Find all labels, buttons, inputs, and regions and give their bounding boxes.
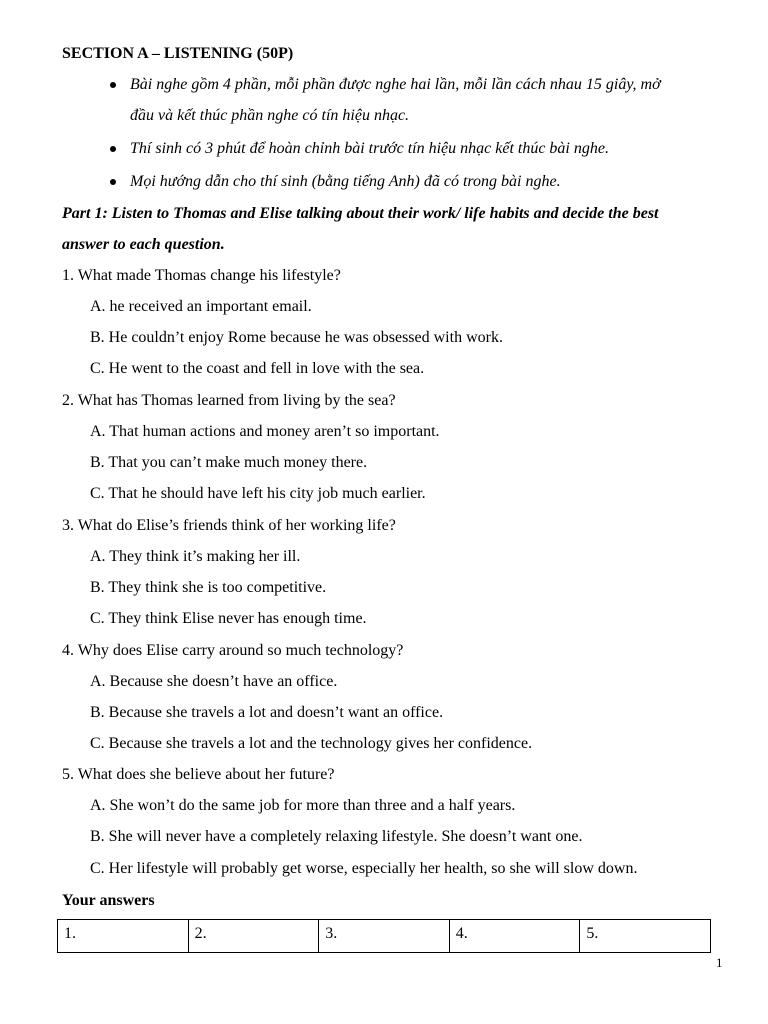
answer-cell-4[interactable]: 4. <box>449 920 580 953</box>
part1-heading-cont: answer to each question. <box>62 236 225 253</box>
question-4-option-b: B. Because she travels a lot and doesn’t want an office. <box>90 704 444 721</box>
question-3: 3. What do Elise’s friends think of her working life? <box>62 517 396 534</box>
question-2-option-a: A. That human actions and money aren’t so important. <box>90 423 440 440</box>
answer-cell-3[interactable]: 3. <box>319 920 450 953</box>
question-2: 2. What has Thomas learned from living by the sea? <box>62 392 396 409</box>
answer-table <box>57 919 711 953</box>
question-2-option-c: C. That he should have left his city job much earlier. <box>90 485 426 502</box>
page-number: 1 <box>716 955 723 970</box>
instruction-2: Thí sinh có 3 phút để hoàn chỉnh bài trước tín hiệu nhạc kết thúc bài nghe. <box>130 140 609 157</box>
question-5-option-a: A. She won’t do the same job for more than three and a half years. <box>90 797 516 814</box>
question-3-option-b: B. They think she is too competitive. <box>90 579 327 596</box>
instruction-1: Bài nghe gồm 4 phần, mỗi phần được nghe hai lần, mỗi lần cách nhau 15 giây, mở <box>130 76 661 93</box>
question-5-option-c: C. Her lifestyle will probably get worse, especially her health, so she will slow down. <box>90 860 638 877</box>
section-title: SECTION A – LISTENING (50P) <box>62 45 294 62</box>
answers-label: Your answers <box>62 892 155 909</box>
question-1: 1. What made Thomas change his lifestyle? <box>62 267 341 284</box>
question-3-option-c: C. They think Elise never has enough time. <box>90 610 367 627</box>
question-1-option-b: B. He couldn’t enjoy Rome because he was obsessed with work. <box>90 329 503 346</box>
bullet-icon <box>110 82 116 88</box>
instruction-3: Mọi hướng dẫn cho thí sinh (bằng tiếng Anh) đã có trong bài nghe. <box>130 173 561 190</box>
bullet-icon <box>110 146 116 152</box>
answer-row <box>58 920 711 953</box>
question-4: 4. Why does Elise carry around so much technology? <box>62 642 404 659</box>
question-1-option-c: C. He went to the coast and fell in love with the sea. <box>90 360 425 377</box>
answer-cell-5[interactable]: 5. <box>580 920 711 953</box>
question-4-option-a: A. Because she doesn’t have an office. <box>90 673 338 690</box>
instruction-1-cont: đầu và kết thúc phần nghe có tín hiệu nhạc. <box>130 107 410 124</box>
question-5-option-b: B. She will never have a completely relaxing lifestyle. She doesn’t want one. <box>90 828 583 845</box>
question-1-option-a: A. he received an important email. <box>90 298 312 315</box>
answer-cell-2[interactable]: 2. <box>188 920 319 953</box>
question-2-option-b: B. That you can’t make much money there. <box>90 454 368 471</box>
question-5: 5. What does she believe about her future? <box>62 766 335 783</box>
question-3-option-a: A. They think it’s making her ill. <box>90 548 301 565</box>
answer-cell-1[interactable]: 1. <box>58 920 189 953</box>
question-4-option-c: C. Because she travels a lot and the technology gives her confidence. <box>90 735 533 752</box>
bullet-icon <box>110 179 116 185</box>
part1-heading: Part 1: Listen to Thomas and Elise talking about their work/ life habits and decide the best <box>62 205 659 222</box>
